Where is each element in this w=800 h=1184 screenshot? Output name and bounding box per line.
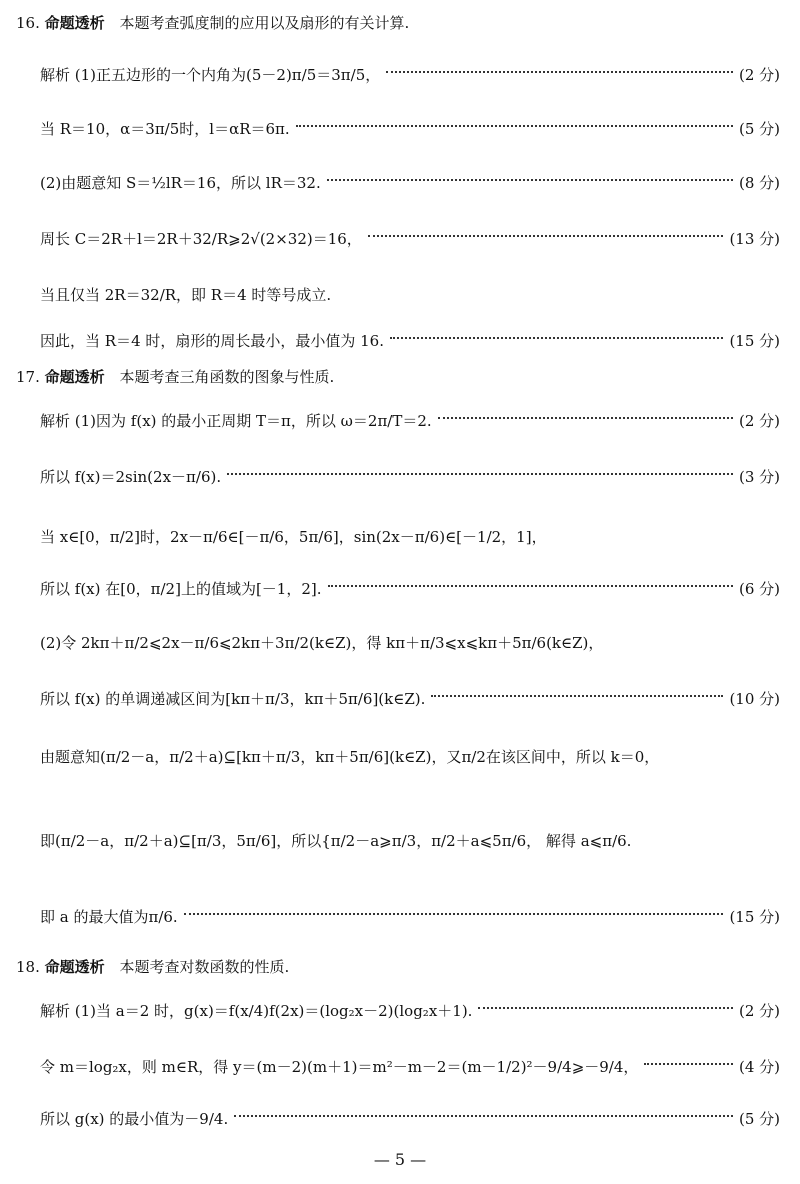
solution-line	[40, 830, 780, 851]
leader-dots	[386, 71, 733, 73]
line-text: 因此，当 R＝4 时，扇形的周长最小，最小值为 16.	[40, 332, 384, 350]
solution-line	[40, 330, 780, 351]
score-label: (13 分)	[729, 230, 780, 248]
line-text: 解析 (1)正五边形的一个内角为(5－2)π/5＝3π/5，	[40, 66, 381, 84]
solution-line	[40, 284, 780, 305]
leader-dots	[328, 585, 733, 587]
solution-line	[40, 746, 780, 767]
leader-dots	[438, 417, 733, 419]
line-text: 即 a 的最大值为π/6.	[40, 908, 178, 926]
score-label: (6 分)	[738, 580, 780, 598]
score-label: (2 分)	[738, 66, 780, 84]
score-label: (15 分)	[729, 332, 780, 350]
solution-line	[40, 906, 780, 927]
leader-dots	[390, 337, 723, 339]
score-label: (3 分)	[738, 468, 780, 486]
score-label: (2 分)	[738, 412, 780, 430]
line-text: 当且仅当 2R＝32/R，即 R＝4 时等号成立.	[40, 286, 332, 304]
leader-dots	[234, 1115, 733, 1117]
leader-dots	[644, 1063, 733, 1065]
solution-line	[40, 1108, 780, 1129]
leader-dots	[296, 125, 733, 127]
line-text: 解析 (1)当 a＝2 时，g(x)＝f(x/4)f(2x)＝(log₂x－2)(log₂x＋1).	[40, 1002, 473, 1020]
section-tag: 命题透析	[44, 368, 105, 386]
line-text: (2)由题意知 S＝½lR＝16，所以 lR＝32.	[40, 174, 321, 192]
line-text: 所以 f(x) 在[0，π/2]上的值域为[－1，2].	[40, 580, 322, 598]
line-text: 所以 f(x) 的单调递减区间为[kπ＋π/3，kπ＋5π/6](k∈Z).	[40, 690, 426, 708]
section-intro: 本题考查三角函数的图象与性质.	[119, 368, 335, 386]
score-label: (5 分)	[738, 120, 780, 138]
line-text: 解析 (1)因为 f(x) 的最小正周期 T＝π，所以 ω＝2π/T＝2.	[40, 412, 432, 430]
line-text: 令 m＝log₂x，则 m∈R，得 y＝(m－2)(m＋1)＝m²－m－2＝(m－1/2)²－9/4⩾－9/4，	[40, 1058, 639, 1076]
section-number: 17.	[16, 368, 40, 386]
solution-line	[40, 632, 780, 653]
solution-line	[40, 410, 780, 431]
section-intro: 本题考查对数函数的性质.	[119, 958, 290, 976]
leader-dots	[478, 1007, 733, 1009]
section-number: 16.	[16, 14, 40, 32]
score-label: (15 分)	[729, 908, 780, 926]
solution-line	[40, 578, 780, 599]
solution-line	[40, 466, 780, 487]
line-text: 所以 g(x) 的最小值为－9/4.	[40, 1110, 229, 1128]
solution-line	[40, 1000, 780, 1021]
solution-line	[40, 688, 780, 709]
solution-line	[40, 172, 780, 193]
line-text: (2)令 2kπ＋π/2⩽2x－π/6⩽2kπ＋3π/2(k∈Z)，得 kπ＋π/3⩽x⩽kπ＋5π/6(k∈Z)，	[40, 634, 604, 652]
solution-line	[40, 526, 780, 547]
line-text: 周长 C＝2R＋l＝2R＋32/R⩾2√(2×32)＝16，	[40, 230, 362, 248]
line-text: 由题意知(π/2－a，π/2＋a)⊆[kπ＋π/3，kπ＋5π/6](k∈Z)，又π/2在该区间中，所以 k＝0，	[40, 748, 660, 766]
line-text: 所以 f(x)＝2sin(2x－π/6).	[40, 468, 222, 486]
section-tag: 命题透析	[44, 14, 105, 32]
score-label: (10 分)	[729, 690, 780, 708]
section-tag: 命题透析	[44, 958, 105, 976]
leader-dots	[368, 235, 724, 237]
solution-line	[40, 228, 780, 249]
section-number: 18.	[16, 958, 40, 976]
section-intro: 本题考查弧度制的应用以及扇形的有关计算.	[119, 14, 410, 32]
section-16-header	[16, 12, 800, 33]
section-18-header	[16, 956, 800, 977]
solution-line	[40, 118, 780, 139]
score-label: (4 分)	[738, 1058, 780, 1076]
page-number: — 5 —	[373, 1150, 427, 1169]
line-text: 即(π/2－a，π/2＋a)⊆[π/3，5π/6]，所以{π/2－a⩾π/3，π/2＋a⩽5π/6， 解得 a⩽π/6.	[40, 832, 632, 850]
leader-dots	[431, 695, 723, 697]
line-text: 当 x∈[0，π/2]时，2x－π/6∈[－π/6，5π/6]，sin(2x－π/6)∈[－1/2，1]，	[40, 528, 547, 546]
solution-line	[40, 64, 780, 85]
score-label: (2 分)	[738, 1002, 780, 1020]
leader-dots	[184, 913, 724, 915]
line-text: 当 R＝10，α＝3π/5时，l＝αR＝6π.	[40, 120, 290, 138]
section-17-header	[16, 366, 800, 387]
leader-dots	[327, 179, 733, 181]
solution-line	[40, 1056, 780, 1077]
score-label: (5 分)	[738, 1110, 780, 1128]
score-label: (8 分)	[738, 174, 780, 192]
leader-dots	[227, 473, 733, 475]
